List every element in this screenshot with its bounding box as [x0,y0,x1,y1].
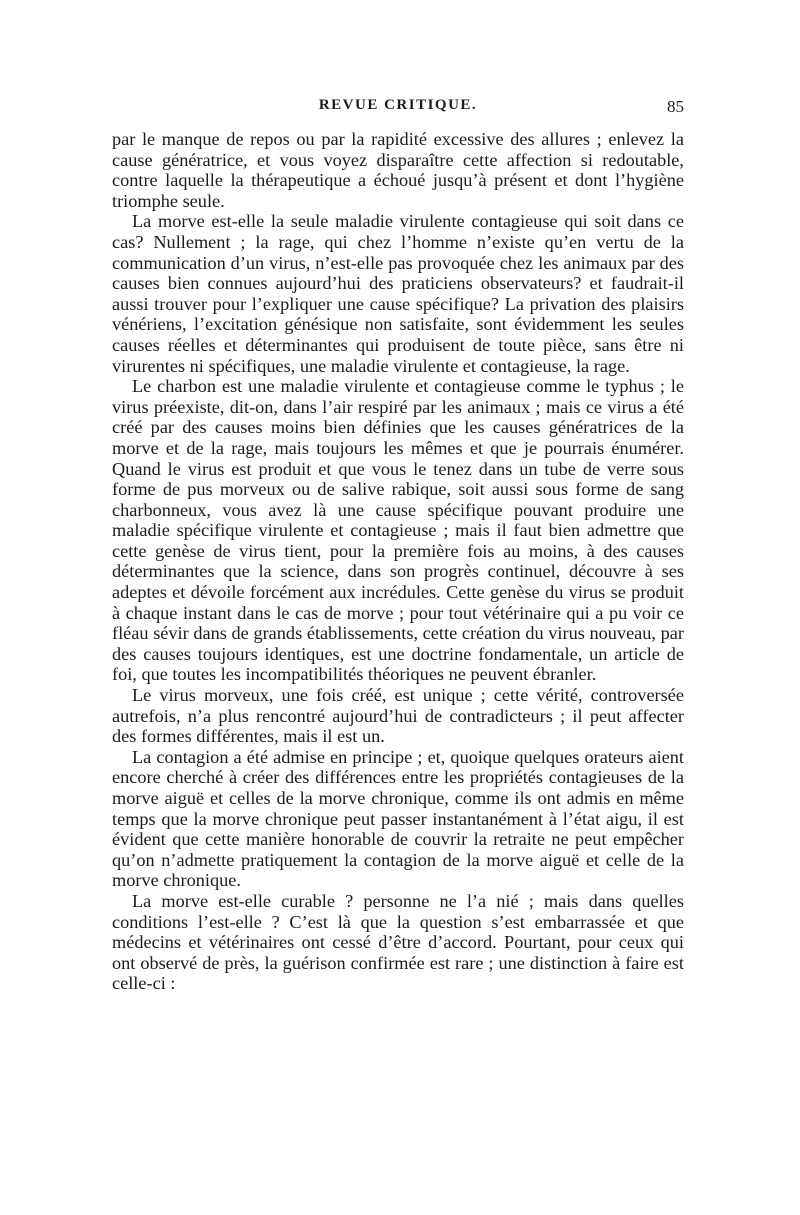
paragraph-1: par le manque de repos ou par la rapidité excessive des allures ; enlevez la cause génératrice, et vous voyez disparaître cette affection si redoutable, contre laquelle la thérapeutique a échoué jusqu’à présent et dont l’hygiène triomphe seule. [112,129,684,211]
page-number: 85 [667,97,684,116]
paragraph-6: La morve est-elle curable ? personne ne l’a nié ; mais dans quelles conditions l’est-elle ? C’est là que la question s’est embarrassée et que médecins et vétérinaires ont cessé d’être d’accord. Pourtant, pour ceux qui ont observé de près, la guérison confirmée est rare ; une distinction à faire est celle-ci : [112,890,684,994]
paragraph-4: Le virus morveux, une fois créé, est unique ; cette vérité, controversée autrefois, n’a plus rencontré aujourd’hui de contradicteurs ; il peut affecter des formes différentes, mais il est un. [112,685,684,747]
paragraph-5: La contagion a été admise en principe ; et, quoique quelques orateurs aient encore cherché à créer des différences entre les propriétés contagieuses de la morve aiguë et celles de la morve chronique, comme ils ont admis en même temps que la morve chronique peut passer instantanément à l’état aigu, il est évident que cette manière honorable de couvrir la retraite ne peut empêcher qu’on n’admette pratiquement la contagion de la morve aiguë et celle de la morve chronique. [112,746,684,891]
body-text [112,129,684,994]
page-header [112,95,684,129]
paragraph-2: La morve est-elle la seule maladie virulente contagieuse qui soit dans ce cas? Nullement ; la rage, qui chez l’homme n’existe qu’en vertu de la communication d’un virus, n’est-elle pas provoquée chez les animaux par des causes bien connues aujourd’hui des praticiens observateurs? et faudrait-il aussi trouver pour l’expliquer une cause spécifique? La privation des plaisirs vénériens, l’excitation génésique non satisfaite, sont évidemment les seules causes réelles et déterminantes qui produisent de toute pièce, sans être ni virurentes ni spécifiques, une maladie virulente et contagieuse, la rage. [112,211,684,376]
book-page [112,95,684,994]
running-title: REVUE CRITIQUE. [318,97,478,113]
paragraph-3: Le charbon est une maladie virulente et contagieuse comme le typhus ; le virus préexiste, dit-on, dans l’air respiré par les animaux ; mais ce virus a été créé par des causes moins bien définies que les causes génératrices de la morve et de la rage, mais toujours les mêmes et que je pourrais énumérer. Quand le virus est produit et que vous le tenez dans un tube de verre sous forme de pus morveux ou de salive rabique, soit aussi sous forme de sang charbonneux, vous avez là une cause spécifique pouvant produire une maladie spécifique virulente et contagieuse ; mais il faut bien admettre que cette genèse de virus tient, pour la première fois au moins, à des causes déterminantes que la science, dans son progrès continuel, découvre à ses adeptes et dévoile forcément aux incrédules. Cette genèse du virus se produit à chaque instant dans le cas de morve ; pour tout vétérinaire qui a pu voir ce fléau sévir dans de grands établissements, cette création du virus nouveau, par des causes toujours identiques, est une doctrine fondamentale, un article de foi, que toutes les incompatibilités théoriques ne peuvent ébranler. [112,376,684,685]
